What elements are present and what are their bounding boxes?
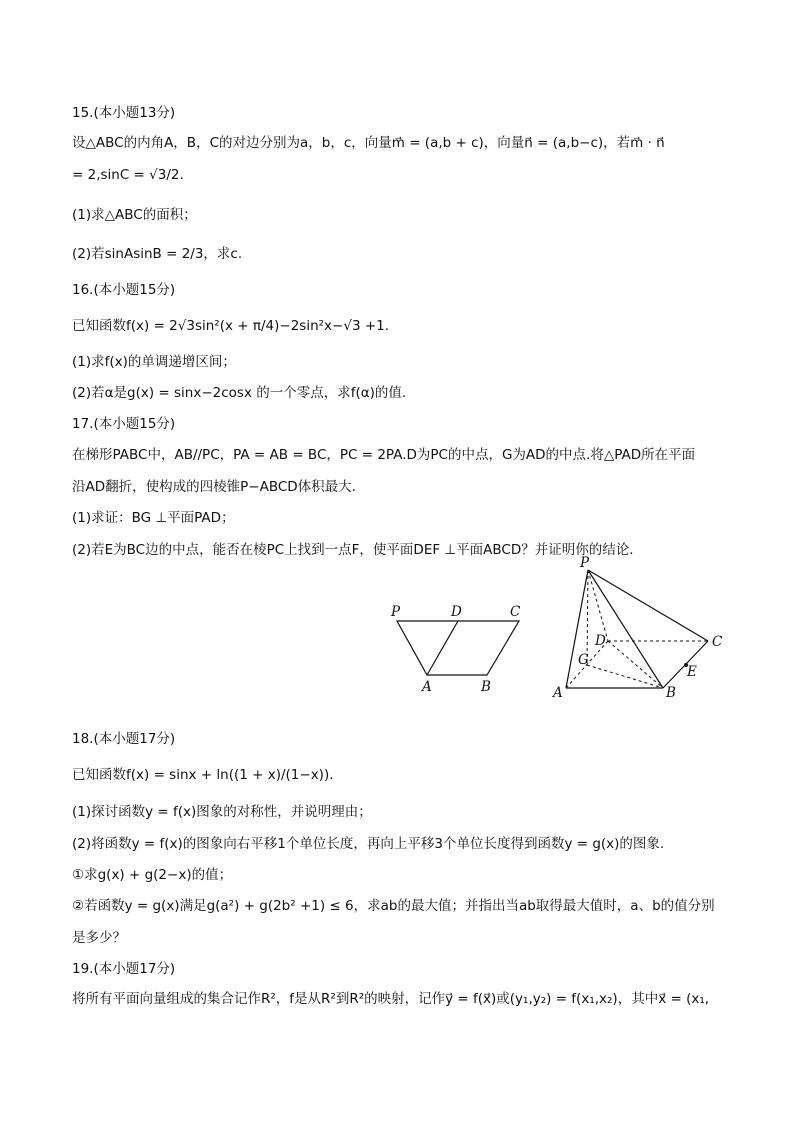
- p16-header: 16.(本小题15分): [72, 282, 176, 298]
- p15-part1: (1)求△ABC的面积；: [72, 207, 197, 223]
- p15-part2: (2)若sinAsinB = 2/3，求c.: [72, 246, 243, 262]
- p18-part2: (2)将函数y = f(x)的图象向右平移1个单位长度，再向上平移3个单位长度得到函数y = g(x)的图象.: [72, 836, 665, 852]
- p18-sub2-line1: ②若函数y = g(x)满足g(a²) + g(2b² +1) ≤ 6，求ab的最大值；并指出当ab取得最大值时，a、b的值分别: [72, 898, 715, 914]
- p18-header: 18.(本小题17分): [72, 731, 176, 747]
- pyr-label-P: P: [580, 555, 590, 571]
- p17-stem-line2: 沿AD翻折，使构成的四棱锥P−ABCD体积最大.: [72, 479, 356, 495]
- p17-part2: (2)若E为BC边的中点，能否在棱PC上找到一点F，使平面DEF ⊥平面ABCD？并证明你的结论.: [72, 542, 634, 558]
- trapezoid-outline: [397, 621, 519, 675]
- p15-header: 15.(本小题13分): [72, 105, 176, 121]
- pyr-label-B: B: [666, 685, 676, 701]
- pyr-label-C: C: [712, 634, 723, 650]
- trapezoid-figure: [380, 595, 540, 705]
- p18-sub2-line2: 是多少？: [72, 930, 126, 946]
- p18-part1: (1)探讨函数y = f(x)图象的对称性，并说明理由；: [72, 804, 372, 820]
- trap-label-A: A: [422, 679, 432, 695]
- pyr-label-E: E: [687, 664, 697, 680]
- edge-PA: [566, 570, 588, 688]
- edge-PC: [588, 570, 708, 641]
- edge-DB: [608, 641, 663, 688]
- pyramid-figure: [545, 555, 735, 705]
- p18-stem: 已知函数f(x) = sinx + ln((1 + x)/(1−x)).: [72, 767, 334, 783]
- trapezoid-segment-DA: [427, 621, 458, 675]
- p16-stem: 已知函数f(x) = 2√3sin²(x + π/4)−2sin²x−√3 +1.: [72, 318, 390, 334]
- p15-stem-line1: 设△ABC的内角A，B，C的对边分别为a，b，c，向量m⃗ = (a,b + c)，向量n⃗ = (a,b−c)，若m⃗ · n⃗: [72, 135, 665, 151]
- trap-label-B: B: [481, 679, 491, 695]
- p16-part2: (2)若α是g(x) = sinx−2cosx 的一个零点，求f(α)的值.: [72, 385, 407, 401]
- pyr-label-G: G: [578, 652, 589, 668]
- p19-header: 19.(本小题17分): [72, 961, 176, 977]
- p17-stem-line1: 在梯形PABC中，AB//PC，PA = AB = BC，PC = 2PA.D为PC的中点，G为AD的中点.将△PAD所在平面: [72, 447, 696, 463]
- p17-header: 17.(本小题15分): [72, 416, 176, 432]
- p17-part1: (1)求证：BG ⊥平面PAD；: [72, 510, 235, 526]
- pyr-label-A: A: [553, 685, 563, 701]
- trap-label-D: D: [451, 604, 462, 620]
- pyr-label-D: D: [595, 633, 606, 649]
- trap-label-C: C: [510, 604, 521, 620]
- segment-PG: [587, 570, 588, 665]
- trap-label-P: P: [391, 604, 401, 620]
- p19-stem-line1: 将所有平面向量组成的集合记作R²，f是从R²到R²的映射，记作y⃗ = f(x⃗)或(y₁,y₂) = f(x₁,x₂)，其中x⃗ = (x₁,: [72, 991, 710, 1007]
- p15-stem-line2: = 2,sinC = √3/2.: [72, 167, 184, 183]
- p16-part1: (1)求f(x)的单调递增区间；: [72, 354, 236, 370]
- edge-PB: [588, 570, 663, 688]
- segment-GB: [587, 665, 663, 688]
- p18-sub1: ①求g(x) + g(2−x)的值；: [72, 867, 233, 883]
